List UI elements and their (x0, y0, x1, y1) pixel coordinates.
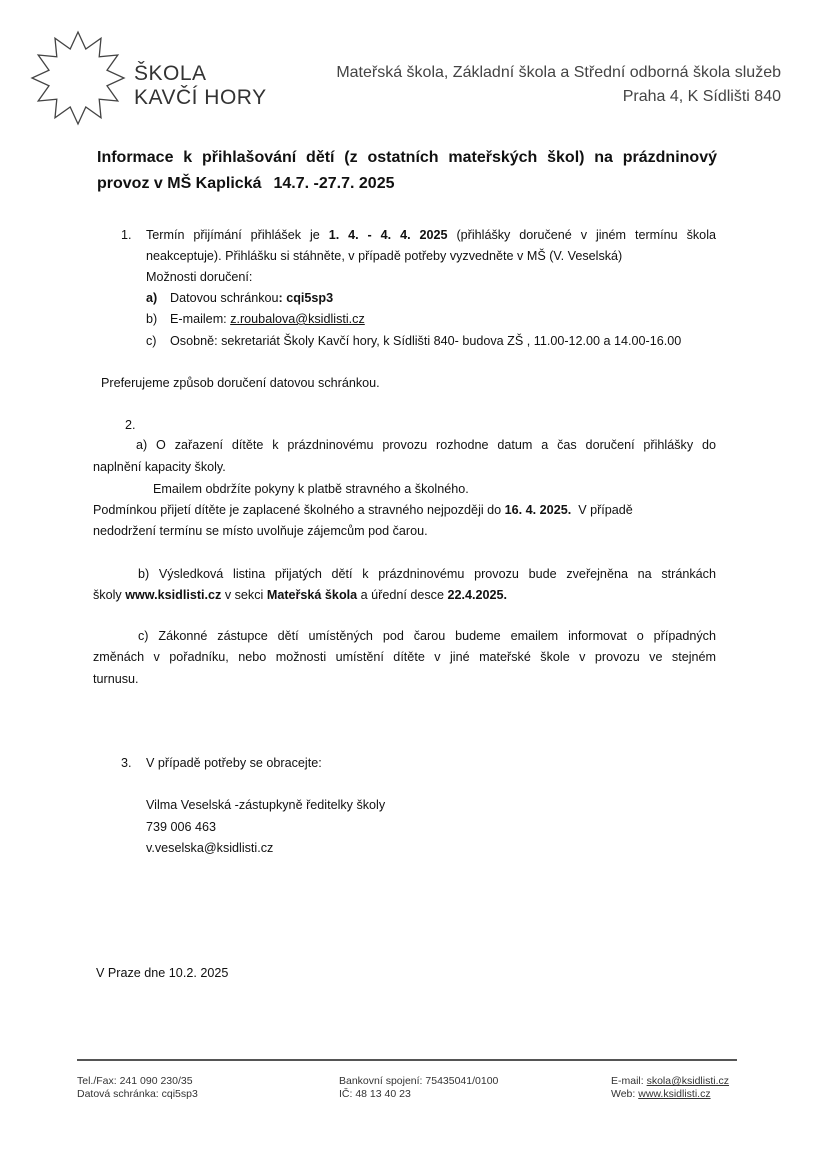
section-2c-line-2: změnách v pořadníku, nebo možnosti umístění dítěte v jiné mateřské škole v provozu ve stejném (93, 650, 716, 664)
footer-web-row (611, 1088, 729, 1101)
option-a-text: Datovou schránkou (170, 291, 279, 305)
footer-web-link[interactable]: www.ksidlisti.cz (638, 1088, 711, 1100)
email-link[interactable]: z.roubalova@ksidlisti.cz (230, 312, 365, 326)
section-2a-line-5: nedodržení termínu se místo uvolňuje zájemcům pod čarou. (93, 524, 428, 538)
section-2b-line-2-mid2: a úřední desce (357, 588, 448, 602)
organization-name: Mateřská škola, Základní škola a Střední odborná škola služeb (336, 64, 781, 81)
section-2c-line-1: c) Zákonné zástupce dětí umístěných pod čarou budeme emailem informovat o případných (138, 629, 716, 643)
section-2a-line-1: a) O zařazení dítěte k prázdninovému provozu rozhodne datum a čas doručení přihlášky do (136, 438, 716, 452)
title-line-1: Informace k přihlašování dětí (z ostatních mateřských škol) na prázdninový (97, 149, 717, 166)
preference-note: Preferujeme způsob doručení datovou schránkou. (101, 376, 380, 390)
section-1-number: 1. (121, 228, 132, 242)
title-line-2 (97, 171, 717, 197)
option-c-label: c) (146, 334, 157, 348)
section-2b-line-2-pre: školy (93, 588, 126, 602)
option-a-label: a) (146, 291, 158, 305)
option-c (146, 330, 681, 352)
footer-phone: Tel./Fax: 241 090 230/35 (77, 1075, 193, 1087)
logo-line-2: KAVČÍ HORY (134, 86, 267, 109)
option-a (146, 287, 333, 309)
payment-deadline: 16. 4. 2025. (504, 503, 572, 517)
school-website[interactable]: www.ksidlisti.cz (125, 588, 222, 602)
footer-col-3 (611, 1075, 729, 1101)
section-2-number: 2. (125, 418, 136, 432)
document-title (97, 145, 717, 197)
footer-data-box: Datová schránka: cqi5sp3 (77, 1088, 198, 1100)
section-2a-line-4-pre: Podmínkou přijetí dítěte je zaplacené školného a stravného nejpozději do (93, 503, 505, 517)
footer-ico: IČ: 48 13 40 23 (339, 1088, 411, 1100)
footer-email-row (611, 1075, 729, 1088)
school-logo-text (134, 62, 267, 110)
website-section: Mateřská škola (266, 588, 358, 602)
footer-web-label: Web: (611, 1088, 639, 1100)
submission-dates: 1. 4. - 4. 4. 2025 (328, 228, 448, 242)
section-1-line-2: neakceptuje). Přihlášku si stáhněte, v případě potřeby vyzvedněte v MŠ (V. Veselská) (146, 249, 623, 263)
footer-email-link[interactable]: skola@ksidlisti.cz (646, 1075, 730, 1087)
option-b-text: E-mailem: (170, 312, 231, 326)
title-line-2-text: provoz v MŠ Kaplická (97, 175, 262, 192)
organization-address: Praha 4, K Sídlišti 840 (622, 88, 781, 105)
school-logo-star-icon (30, 30, 126, 126)
footer-col-2 (339, 1075, 498, 1101)
contact-name: Vilma Veselská -zástupkyně ředitelky školy (146, 798, 386, 812)
option-c-text: Osobně: sekretariát Školy Kavčí hory, k Sídlišti 840- budova ZŠ , 11.00-12.00 a 14.00-16.00 (170, 334, 682, 348)
footer-email-label: E-mail: (611, 1075, 647, 1087)
option-b-label: b) (146, 312, 158, 326)
section-2c-line-3: turnusu. (93, 672, 139, 686)
contact-email[interactable]: v.veselska@ksidlisti.cz (146, 841, 274, 855)
section-3-number: 3. (121, 756, 132, 770)
section-2a-line-4 (93, 499, 716, 521)
option-b (146, 308, 365, 330)
footer-col-1 (77, 1075, 198, 1101)
section-2a-line-4-post: V případě (571, 503, 633, 517)
logo-line-1: ŠKOLA (134, 62, 207, 85)
footer-divider (77, 1059, 737, 1061)
data-box-id: : cqi5sp3 (278, 291, 334, 305)
contact-phone: 739 006 463 (146, 820, 217, 834)
section-1-line-1 (146, 224, 716, 246)
section-2a-line-3: Emailem obdržíte pokyny k platbě stravného a školného. (153, 482, 469, 496)
title-dates: 14.7. -27.7. 2025 (273, 175, 395, 192)
results-date: 22.4.2025. (447, 588, 507, 602)
section-1-line-1-pre: Termín přijímání přihlášek je (146, 228, 329, 242)
section-2b-line-2 (93, 584, 507, 606)
section-2a-line-2: naplnění kapacity školy. (93, 460, 226, 474)
footer-bank: Bankovní spojení: 75435041/0100 (339, 1075, 499, 1087)
section-2b-line-1: b) Výsledková listina přijatých dětí k prázdninovému provozu bude zveřejněna na stránkách (138, 567, 716, 581)
section-2b-line-2-mid: v sekci (221, 588, 267, 602)
place-and-date: V Praze dne 10.2. 2025 (96, 966, 229, 980)
section-3-text: V případě potřeby se obracejte: (146, 756, 322, 770)
section-1-line-1-post: (přihlášky doručené v jiném termínu škola (447, 228, 716, 242)
section-1-line-3: Možnosti doručení: (146, 270, 253, 284)
